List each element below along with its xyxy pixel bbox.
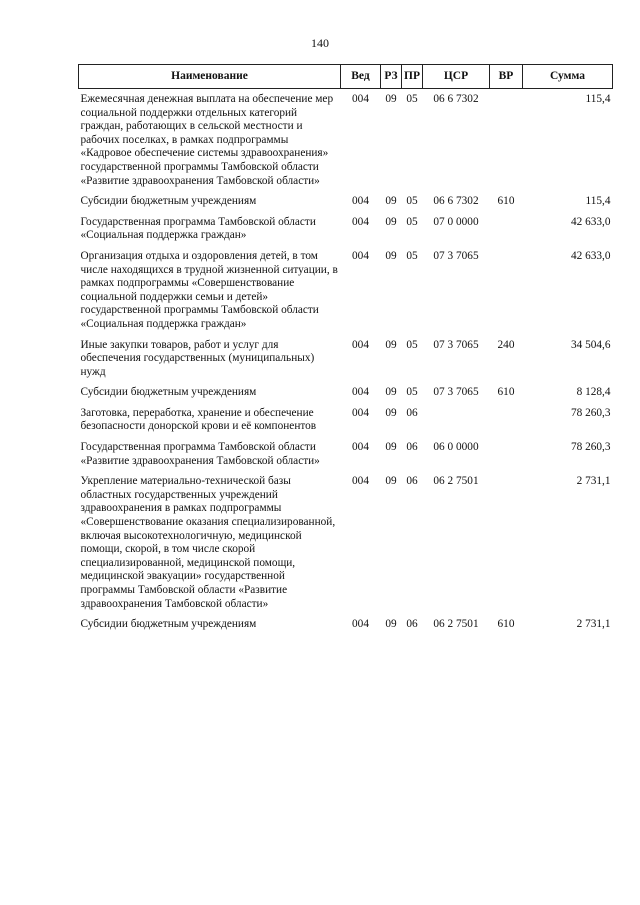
row-rz: 09 <box>385 441 397 454</box>
row-ved: 004 <box>352 618 369 631</box>
row-rz: 09 <box>385 475 397 488</box>
row-sum: 42 633,0 <box>570 215 611 228</box>
row-vr <box>490 437 523 471</box>
table-row <box>79 403 613 437</box>
row-ved: 004 <box>352 386 369 399</box>
row-csr: 06 2 7501 <box>433 618 479 631</box>
row-vr <box>490 471 523 614</box>
row-name: Укрепление материально-технической базы областных государственных учреждений здравоохранения в рамках подпрограммы «Совершенствование оказания специализированной, включая высокотехнологичную, медицинской помощи, скорой, в том числе скорой специализированной, медицинской помощи, медицинской эвакуации» государственной программы Тамбовской области «Развитие здравоохранения Тамбовской области» <box>80 475 336 610</box>
table-row <box>79 382 613 403</box>
row-csr: 07 3 7065 <box>433 249 479 262</box>
header-pr: ПР <box>402 65 423 89</box>
row-rz: 09 <box>385 249 397 262</box>
table-header-row <box>79 65 613 89</box>
row-name: Государственная программа Тамбовской области «Социальная поддержка граждан» <box>80 215 316 242</box>
row-csr: 06 6 7302 <box>433 195 479 208</box>
row-vr <box>490 212 523 246</box>
row-ved: 004 <box>352 475 369 488</box>
table-row <box>79 212 613 246</box>
row-sum: 115,4 <box>585 195 611 208</box>
table-row <box>79 335 613 383</box>
header-vr: ВР <box>490 65 523 89</box>
row-sum: 42 633,0 <box>570 249 611 262</box>
row-csr: 06 6 7302 <box>433 93 479 105</box>
row-rz: 09 <box>385 93 397 105</box>
row-rz: 09 <box>385 386 397 399</box>
row-csr <box>423 403 490 437</box>
row-vr <box>490 89 523 192</box>
row-rz: 09 <box>385 338 397 351</box>
row-csr: 06 0 0000 <box>433 441 479 454</box>
row-name: Заготовка, переработка, хранение и обеспечение безопасности донорской крови и её компонентов <box>80 406 317 433</box>
row-sum: 2 731,1 <box>576 475 611 488</box>
row-pr: 06 <box>406 475 418 488</box>
row-vr: 610 <box>497 386 515 399</box>
table-row <box>79 471 613 614</box>
row-name: Иные закупки товаров, работ и услуг для обеспечения государственных (муниципальных) нужд <box>80 338 315 378</box>
header-ved: Вед <box>341 65 381 89</box>
header-csr: ЦСР <box>423 65 490 89</box>
row-sum: 2 731,1 <box>576 618 611 631</box>
row-csr: 06 2 7501 <box>433 475 479 488</box>
row-ved: 004 <box>352 249 369 262</box>
row-name: Субсидии бюджетным учреждениям <box>80 386 257 399</box>
row-pr: 05 <box>406 93 418 105</box>
row-csr: 07 0 0000 <box>433 215 479 228</box>
row-ved: 004 <box>352 93 369 105</box>
header-name: Наименование <box>79 65 341 89</box>
row-pr: 06 <box>406 618 418 631</box>
row-pr: 05 <box>406 249 418 262</box>
row-pr: 05 <box>406 195 418 208</box>
row-sum: 115,4 <box>585 93 611 105</box>
row-ved: 004 <box>352 441 369 454</box>
header-sum: Сумма <box>523 65 613 89</box>
row-rz: 09 <box>385 618 397 631</box>
row-rz: 09 <box>385 215 397 228</box>
table-row <box>79 437 613 471</box>
row-pr: 05 <box>406 386 418 399</box>
row-pr: 06 <box>406 441 418 454</box>
page-number: 140 <box>311 36 329 50</box>
table-row <box>79 246 613 335</box>
row-ved: 004 <box>352 338 369 351</box>
row-vr: 610 <box>497 195 515 208</box>
row-csr: 07 3 7065 <box>433 386 479 399</box>
row-name: Государственная программа Тамбовской области «Развитие здравоохранения Тамбовской области» <box>80 441 320 467</box>
row-name: Субсидии бюджетным учреждениям <box>80 618 257 631</box>
table-row <box>79 89 613 192</box>
row-pr: 06 <box>406 406 418 419</box>
budget-table <box>78 64 613 635</box>
row-name: Организация отдыха и оздоровления детей, в том числе находящихся в трудной жизненной ситуации, в рамках подпрограммы «Совершенствование социальной поддержки семьи и детей» государственной программы Тамбовской области «Социальная поддержка граждан» <box>80 249 338 330</box>
table-row <box>79 614 613 635</box>
header-rz: РЗ <box>381 65 402 89</box>
row-sum: 8 128,4 <box>576 386 611 399</box>
row-rz: 09 <box>385 195 397 208</box>
row-vr <box>490 403 523 437</box>
row-pr: 05 <box>406 338 418 351</box>
row-vr: 240 <box>497 338 515 351</box>
table-row <box>79 191 613 212</box>
row-name: Ежемесячная денежная выплата на обеспечение мер социальной поддержки отдельных категорий граждан, работающих в сельской местности и рабочих поселках, в рамках подпрограммы «Кадровое обеспечение системы здравоохранения» государственной программы Тамбовской области «Развитие здравоохранения Тамбовской области» <box>80 93 334 187</box>
row-ved: 004 <box>352 195 369 208</box>
row-sum: 78 260,3 <box>570 406 611 419</box>
row-sum: 34 504,6 <box>570 338 611 351</box>
row-rz: 09 <box>385 406 397 419</box>
row-csr: 07 3 7065 <box>433 338 479 351</box>
row-pr: 05 <box>406 215 418 228</box>
row-ved: 004 <box>352 406 369 419</box>
row-sum: 78 260,3 <box>570 441 611 454</box>
row-name: Субсидии бюджетным учреждениям <box>80 195 257 208</box>
row-vr <box>490 246 523 335</box>
row-vr: 610 <box>497 618 515 631</box>
row-ved: 004 <box>352 215 369 228</box>
